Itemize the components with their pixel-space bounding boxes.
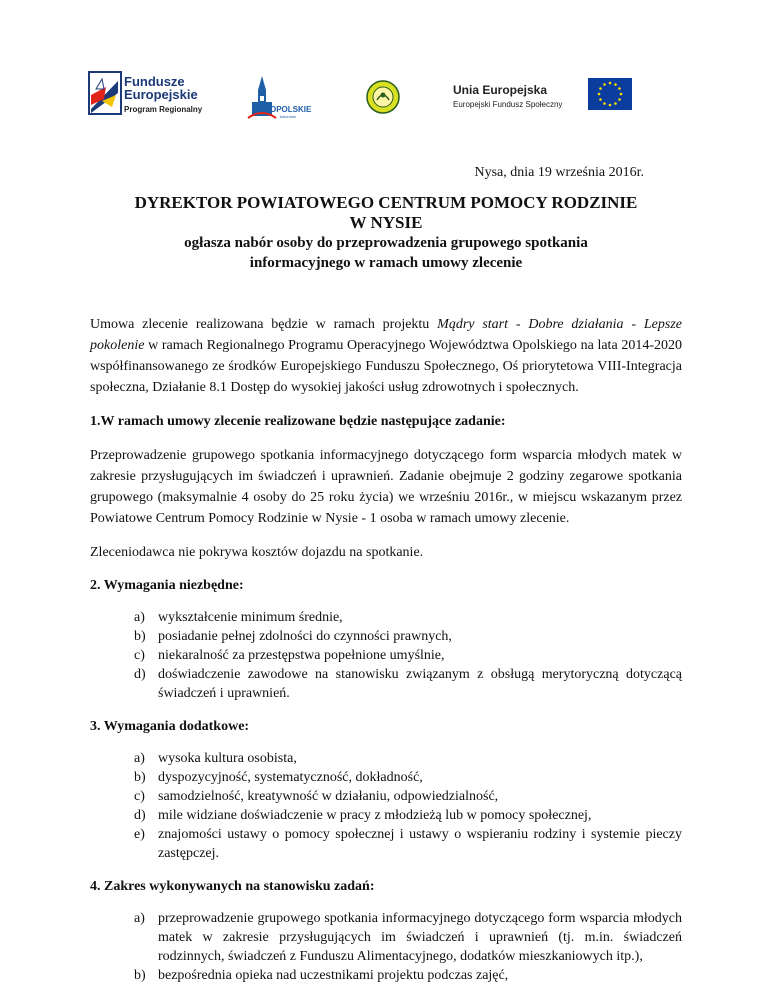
list-marker: a) (134, 751, 145, 766)
round-seal-icon (366, 80, 400, 114)
list-marker: c) (134, 648, 145, 663)
section4-heading: 4. Zakres wykonywanych na stanowisku zadań: (90, 879, 375, 894)
list-item (134, 825, 682, 863)
intro-after: w ramach Regionalnego Programu Operacyjnego Województwa Opolskiego na lata 2014-2020 współfinansowanego ze środków Europejskiego Funduszu Społecznego, Oś priorytetowa VIII-Integracja społeczna, Działanie 8.1 Dostęp do wysokiej jakości usług zdrowotnych i społecznych. (90, 338, 682, 395)
list-marker: d) (134, 667, 146, 682)
document-title (90, 193, 682, 273)
opolskie-logo-sub: kolorowe (280, 114, 297, 119)
intro-before: Umowa zlecenie realizowana będzie w ramach projektu (90, 317, 438, 332)
list-text: posiadanie pełnej zdolności do czynności prawnych, (158, 629, 452, 644)
list-marker: c) (134, 789, 145, 804)
list-text: wykształcenie minimum średnie, (158, 610, 343, 625)
list-item (134, 608, 682, 627)
title-line2: W NYSIE (349, 213, 423, 232)
list-item (134, 749, 682, 768)
section2-list (90, 608, 682, 703)
list-marker: e) (134, 827, 145, 842)
eu-flag (588, 78, 632, 110)
section1-body: Przeprowadzenie grupowego spotkania informacyjnego dotyczącego form wsparcia młodych matek w zakresie przysługujących im świadczeń i uprawnień. Zadanie obejmuje 2 godziny zegarowe spotkania grupowego (maksymalnie 4 osoby do 25 roku życia) we wrześniu 2016r., w miejscu wskazanym przez Powiatowe Centrum Pomocy Rodzinie w Nysie - 1 osoba w ramach umowy zlecenie. (90, 448, 682, 526)
section4-list (90, 909, 682, 985)
list-marker: d) (134, 808, 146, 823)
section2-heading: 2. Wymagania niezbędne: (90, 578, 244, 593)
list-marker: b) (134, 770, 146, 785)
list-item (134, 806, 682, 825)
logo-bar (0, 68, 768, 128)
ue-line1: Unia Europejska (453, 83, 548, 97)
list-text: niekaralność za przestępstwa popełnione umyślnie, (158, 648, 445, 663)
fe-flag-icon (88, 71, 124, 117)
opolskie-logo (246, 72, 316, 122)
list-text: znajomości ustawy o pomocy społecznej i ustawy o wspieraniu rodziny i systemie pieczy zastępczej. (158, 827, 682, 861)
list-item (134, 966, 682, 985)
list-item (134, 909, 682, 966)
list-text: mile widziane doświadczenie w pracy z młodzieżą lub w pomocy społecznej, (158, 808, 592, 823)
list-marker: b) (134, 629, 146, 644)
section1-note: Zleceniodawca nie pokrywa kosztów dojazdu na spotkanie. (90, 545, 424, 560)
section1-heading: 1.W ramach umowy zlecenie realizowane będzie następujące zadanie: (90, 414, 506, 429)
project-name: Mądry start - Dobre działania - Lepsze pokolenie (90, 317, 682, 353)
list-text: przeprowadzenie grupowego spotkania informacyjnego dotyczącego form wsparcia młodych matek w zakresie przysługujących im świadczeń i uprawnień (tj. m.in. świadczeń rodzinnych, świadczeń z Funduszu Alimentacyjnego, dodatków mieszkaniowych itp.), (158, 911, 682, 964)
document-body (90, 314, 682, 999)
list-text: samodzielność, kreatywność w działaniu, odpowiedzialność, (158, 789, 499, 804)
list-marker: a) (134, 610, 145, 625)
list-text: dyspozycyjność, systematyczność, dokładność, (158, 770, 423, 785)
ue-line2: Europejski Fundusz Społeczny (453, 100, 563, 109)
list-item (134, 787, 682, 806)
section3-heading: 3. Wymagania dodatkowe: (90, 719, 250, 734)
list-item (134, 646, 682, 665)
list-text: bezpośrednia opieka nad uczestnikami projektu podczas zajęć, (158, 968, 509, 983)
list-item (134, 627, 682, 646)
list-marker: b) (134, 968, 146, 983)
section3-list (90, 749, 682, 863)
title-line3: ogłasza nabór osoby do przeprowadzenia grupowego spotkania (184, 235, 588, 251)
fundusze-europejskie-logo (88, 71, 238, 121)
document-date: Nysa, dnia 19 września 2016r. (474, 165, 644, 180)
fe-line1: Fundusze (124, 74, 185, 89)
list-item (134, 768, 682, 787)
title-line4: informacyjnego w ramach umowy zlecenie (249, 255, 523, 271)
eu-flag-icon (588, 78, 632, 110)
opolskie-logo-text: OPOLSKIE (270, 105, 312, 114)
section4 (90, 877, 682, 985)
opolskie-tower-icon (246, 72, 316, 120)
title-line1: DYREKTOR POWIATOWEGO CENTRUM POMOCY RODZINIE (134, 193, 638, 212)
list-item (134, 665, 682, 703)
pcpr-seal-logo (366, 80, 400, 114)
fe-line3: Program Regionalny (124, 105, 203, 114)
intro-paragraph (90, 314, 682, 398)
list-marker: a) (134, 911, 145, 926)
ue-label (453, 83, 562, 109)
list-text: wysoka kultura osobista, (158, 751, 297, 766)
list-text: doświadczenie zawodowe na stanowisku związanym z obsługą merytoryczną dotyczącą świadczeń i uprawnień. (158, 667, 682, 701)
fe-line2: Europejskie (124, 87, 198, 102)
